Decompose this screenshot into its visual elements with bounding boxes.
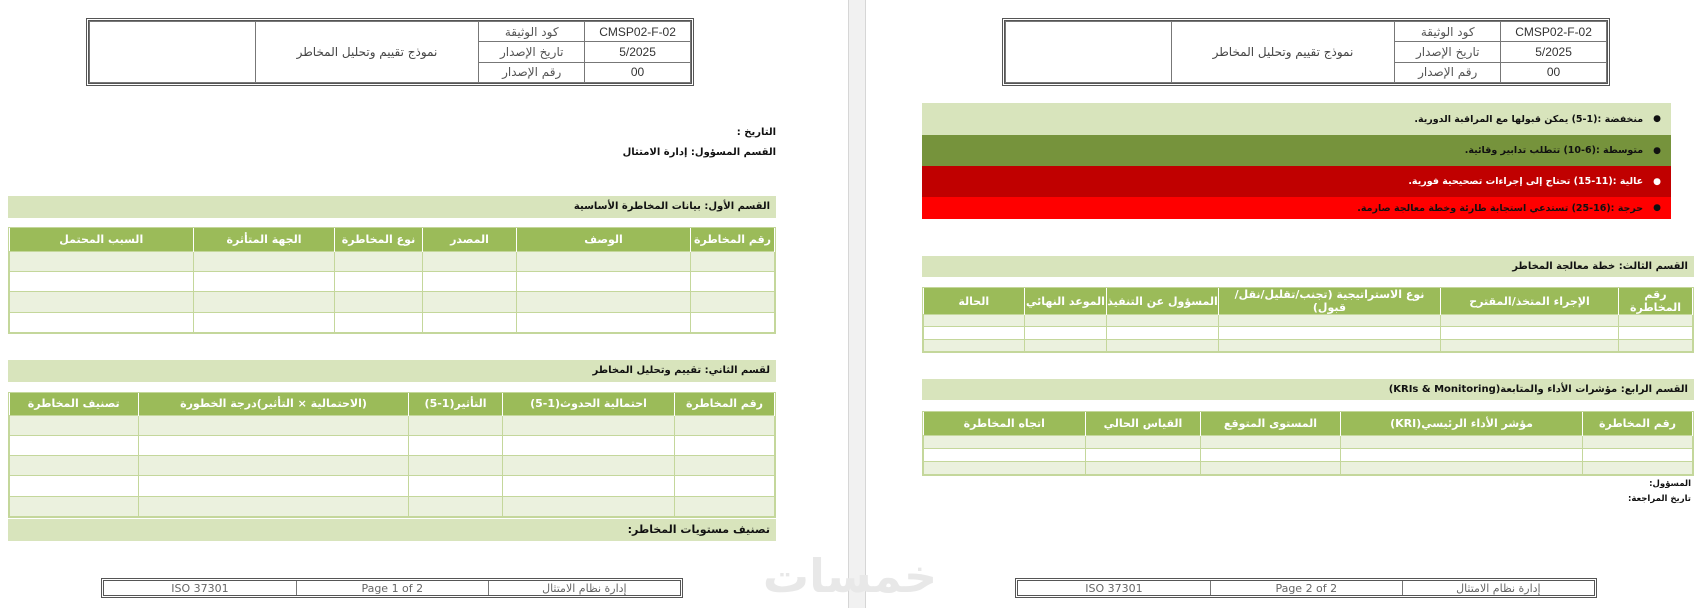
document-page-2: [866, 0, 1697, 608]
footer-page-number: Page 2 of 2: [1210, 581, 1402, 595]
doc-code-label: كود الوثيقة: [479, 22, 585, 42]
s2-col-probability: احتمالية الحدوث(1-5): [503, 393, 675, 415]
document-header-table: [86, 18, 694, 86]
logo-placeholder: [1006, 22, 1172, 83]
table-row: [924, 435, 1693, 448]
s3-col-action: الإجراء المتخذ/المقترح: [1441, 288, 1619, 315]
table-row: [10, 456, 775, 476]
s1-col-risk-type: نوع المخاطرة: [335, 228, 423, 251]
footer-system-name: إدارة نظام الامتثال: [488, 581, 680, 595]
footer-page-number: Page 1 of 2: [296, 581, 488, 595]
s4-col-current-measure: القياس الحالي: [1086, 412, 1201, 435]
table-row: [10, 435, 775, 455]
s1-col-description: الوصف: [517, 228, 691, 251]
risk-levels-title: تصنيف مستويات المخاطر:: [8, 519, 776, 541]
s4-col-expected-level: المستوى المتوقع: [1201, 412, 1341, 435]
page2-footer: [1015, 578, 1597, 598]
section4-title: القسم الرابع: مؤشرات الأداء والمتابعة(KRIs & Monitoring): [922, 379, 1694, 400]
table-row: [10, 415, 775, 435]
table-row: [924, 448, 1693, 461]
table-row: [924, 339, 1693, 351]
s3-col-implementer: المسؤول عن التنفيذ: [1107, 288, 1219, 315]
s2-col-severity: (الاحتمالية × التأثير)درجة الخطورة: [139, 393, 409, 415]
section4-table: [922, 411, 1694, 476]
bullet-icon: ●: [1653, 145, 1661, 156]
form-title: نموذج تقييم وتحليل المخاطر: [255, 22, 479, 83]
risk-level-critical: [922, 197, 1671, 219]
issue-date-label: تاريخ الإصدار: [479, 42, 585, 62]
table-row: [924, 461, 1693, 474]
table-row: [10, 476, 775, 496]
footer-iso-standard: ISO 37301: [1085, 581, 1143, 595]
issue-date-label: تاريخ الإصدار: [1395, 42, 1501, 62]
risk-level-critical-text: حرجة :(16-25) تستدعي استجابة طارئة وخطة معالجة صارمة.: [1357, 202, 1644, 214]
watermark-text: خمسات: [762, 549, 938, 603]
s3-col-status: الحالة: [924, 288, 1025, 315]
review-date-label[interactable]: تاريخ المراجعة:: [1627, 494, 1691, 504]
bullet-icon: ●: [1653, 114, 1661, 124]
s1-col-risk-no: رقم المخاطرة: [691, 228, 775, 251]
table-row: [10, 312, 775, 332]
doc-code-label: كود الوثيقة: [1395, 22, 1501, 42]
version-label: رقم الإصدار: [479, 62, 585, 82]
issue-date-value: 5/2025: [1501, 42, 1607, 62]
risk-level-medium-text: متوسطة :(6-10) تتطلب تدابير وقائية.: [1464, 145, 1644, 156]
section1-table: [8, 227, 776, 334]
doc-code-value: CMSP02-F-02: [1501, 22, 1607, 42]
section2-table: [8, 392, 776, 518]
issue-date-value: 5/2025: [585, 42, 691, 62]
document-page-1: [0, 0, 848, 608]
s1-col-affected-party: الجهة المتأثرة: [194, 228, 335, 251]
form-title: نموذج تقييم وتحليل المخاطر: [1171, 22, 1395, 83]
table-row: [924, 327, 1693, 339]
s1-col-source: المصدر: [423, 228, 517, 251]
section1-title: القسم الأول: بيانات المخاطرة الأساسية: [8, 196, 776, 218]
page1-footer: [101, 578, 683, 598]
risk-level-high: [922, 166, 1671, 197]
responsible-dept-label[interactable]: القسم المسؤول: إدارة الامتثال: [622, 147, 776, 158]
table-row: [10, 496, 775, 516]
version-value: 00: [585, 62, 691, 82]
bullet-icon: ●: [1653, 203, 1661, 213]
s2-col-risk-classification: تصنيف المخاطرة: [10, 393, 139, 415]
s4-col-risk-no: رقم المخاطرة: [1583, 412, 1693, 435]
watermark-logo: [740, 548, 960, 604]
s2-col-impact: التأثير(1-5): [409, 393, 503, 415]
risk-level-low-text: منخفضة :(1-5) يمكن قبولها مع المراقبة الدورية.: [1414, 113, 1644, 125]
s3-col-risk-no: رقم المخاطرة: [1619, 288, 1693, 315]
doc-code-value: CMSP02-F-02: [585, 22, 691, 42]
table-row: [10, 292, 775, 312]
version-label: رقم الإصدار: [1395, 62, 1501, 82]
s4-col-risk-trend: اتجاه المخاطرة: [924, 412, 1086, 435]
date-label[interactable]: التاريخ :: [736, 127, 776, 138]
s3-col-deadline: الموعد النهائي: [1025, 288, 1107, 315]
document-header-table: [1002, 18, 1610, 86]
s4-col-kri: مؤشر الأداء الرئيسي(KRI): [1341, 412, 1583, 435]
version-value: 00: [1501, 62, 1607, 82]
footer-system-name: إدارة نظام الامتثال: [1402, 581, 1594, 595]
s3-col-strategy-type: نوع الاستراتيجية (تجنب/تقليل/نقل/قبول): [1219, 288, 1441, 315]
table-row: [10, 271, 775, 291]
section3-table: [922, 287, 1694, 353]
risk-level-high-text: عالية :(11-15) تحتاج إلى إجراءات تصحيحية فورية.: [1408, 176, 1644, 187]
responsible-label[interactable]: المسؤول:: [1649, 479, 1691, 489]
bullet-icon: ●: [1653, 176, 1661, 187]
s2-col-risk-no: رقم المخاطرة: [675, 393, 775, 415]
section2-title: لقسم الثاني: تقييم وتحليل المخاطر: [8, 360, 776, 382]
table-row: [924, 315, 1693, 327]
risk-level-medium: [922, 135, 1671, 166]
logo-placeholder: [90, 22, 256, 83]
footer-iso-standard: ISO 37301: [171, 581, 229, 595]
section3-title: القسم الثالث: خطة معالجة المخاطر: [922, 256, 1694, 277]
table-row: [10, 251, 775, 271]
risk-level-low: [922, 103, 1671, 135]
page-gutter: [848, 0, 866, 608]
s1-col-probable-cause: السبب المحتمل: [10, 228, 194, 251]
